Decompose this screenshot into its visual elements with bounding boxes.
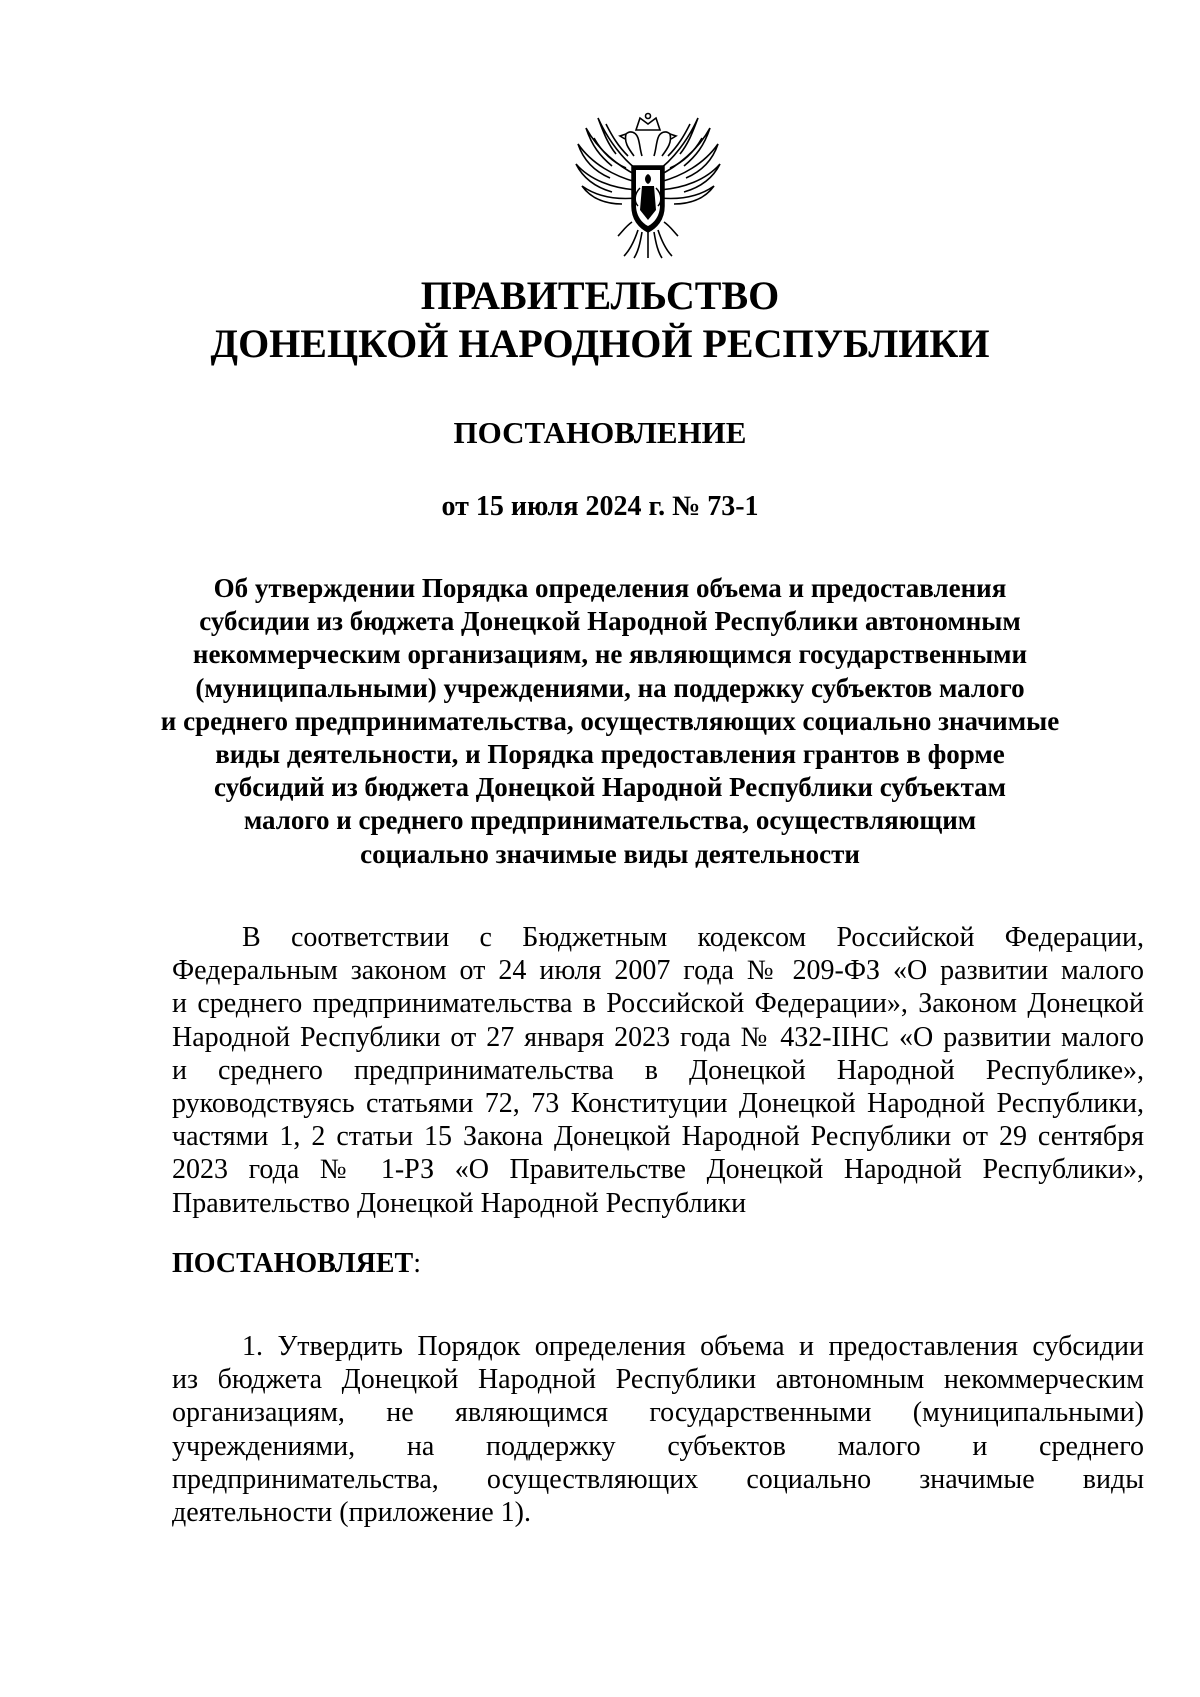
resolves-heading xyxy=(172,1247,421,1281)
subject-line: некоммерческим организациям, не являющимся государственными xyxy=(192,639,1028,670)
subject-line: субсидии из бюджета Донецкой Народной Республики автономным xyxy=(199,606,1021,637)
subject-line: виды деятельности, и Порядка предоставления грантов в форме xyxy=(215,739,1005,770)
document-date-number: от 15 июля 2024 г. № 73-1 xyxy=(441,491,759,522)
dpr-coat-of-arms-eagle-icon xyxy=(568,110,728,260)
subject-line: субсидий из бюджета Донецкой Народной Республики субъектам xyxy=(213,772,1007,803)
item-line: учреждениями, на поддержку субъектов малого и среднего xyxy=(172,1430,1144,1462)
item-line: 1. Утвердить Порядок определения объема и предоставления субсидии xyxy=(242,1331,1144,1362)
preamble-line: частями 1, 2 статьи 15 Закона Донецкой Народной Республики от 29 сентября xyxy=(172,1121,1144,1153)
item-line: из бюджета Донецкой Народной Республики автономным некоммерческим xyxy=(172,1364,1144,1396)
item-line: организациям, не являющимся государственными (муниципальными) xyxy=(172,1397,1144,1429)
preamble-paragraph xyxy=(172,921,1144,1220)
preamble-line: руководствуясь статьями 72, 73 Конституции Донецкой Народной Республики, xyxy=(172,1088,1144,1120)
resolution-item-1 xyxy=(172,1330,1144,1529)
preamble-line: Федеральным законом от 24 июля 2007 года № 209-ФЗ «О развитии малого xyxy=(172,955,1144,987)
resolves-colon: : xyxy=(413,1248,422,1279)
item-line: деятельности (приложение 1). xyxy=(172,1497,531,1529)
preamble-line: 2023 года № 1-РЗ «О Правительстве Донецкой Народной Республики», xyxy=(172,1154,1144,1186)
subject-line: (муниципальными) учреждениями, на поддержку субъектов малого xyxy=(195,672,1025,703)
preamble-line: и среднего предпринимательства в Донецкой Народной Республике», xyxy=(172,1054,1144,1086)
document-subject xyxy=(160,572,1060,871)
resolves-keyword: ПОСТАНОВЛЯЕТ xyxy=(172,1248,414,1279)
subject-line: и среднего предпринимательства, осуществляющих социально значимые xyxy=(160,705,1060,736)
subject-line: социально значимые виды деятельности xyxy=(360,838,860,869)
subject-line: малого и среднего предпринимательства, осуществляющим xyxy=(243,805,977,836)
preamble-line: и среднего предпринимательства в Российской Федерации», Законом Донецкой xyxy=(172,988,1144,1020)
government-title-line2: ДОНЕЦКОЙ НАРОДНОЙ РЕСПУБЛИКИ xyxy=(210,321,990,366)
preamble-line: В соответствии с Бюджетным кодексом Российской Федерации, xyxy=(242,922,1144,953)
preamble-line: Правительство Донецкой Народной Республики xyxy=(172,1187,747,1219)
subject-line: Об утверждении Порядка определения объема и предоставления xyxy=(213,573,1007,603)
item-line: предпринимательства, осуществляющих социально значимые виды xyxy=(172,1463,1144,1495)
preamble-line: Народной Республики от 27 января 2023 года № 432-IIНС «О развитии малого xyxy=(172,1021,1144,1053)
document-type-heading: ПОСТАНОВЛЕНИЕ xyxy=(453,415,747,450)
government-title-line1: ПРАВИТЕЛЬСТВО xyxy=(420,273,780,318)
